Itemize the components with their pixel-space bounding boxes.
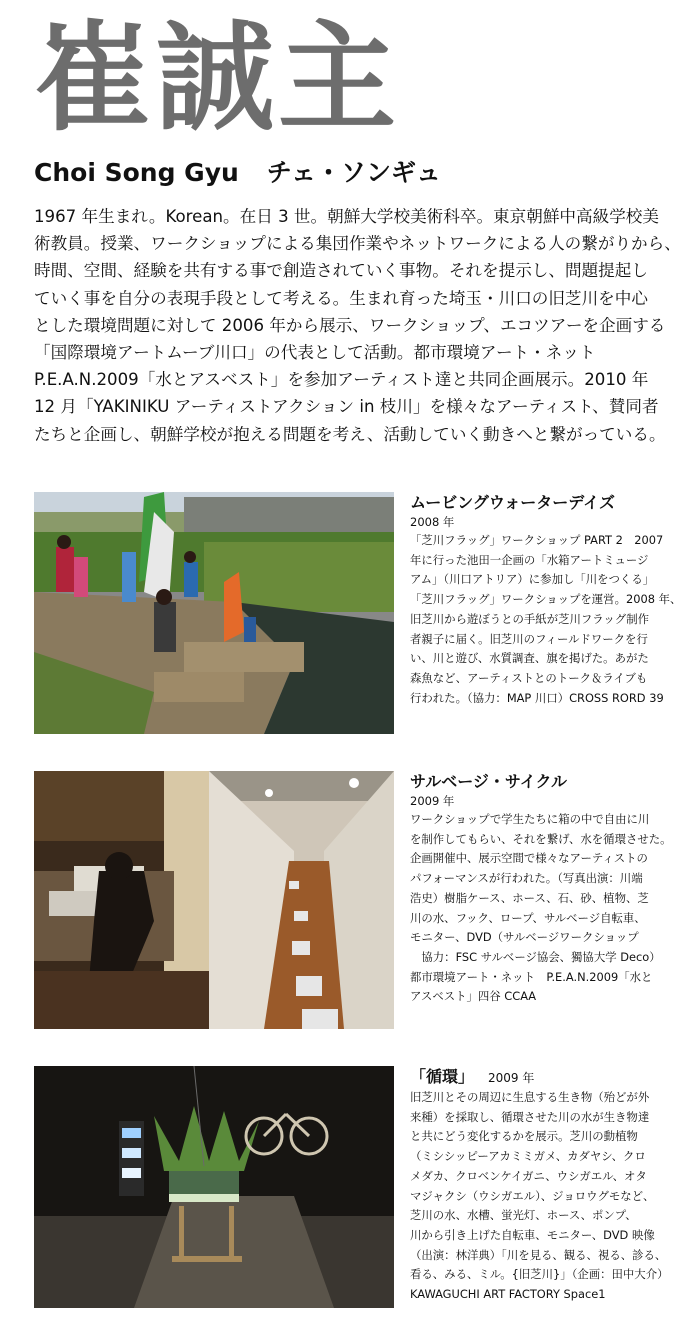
bio-line: たちと企画し、朝鮮学校が抱える問題を考え、活動していく動きへと繋がっている。: [34, 424, 666, 444]
artist-name-line: [34, 150, 441, 196]
desc-line: 森魚など、アーティストとのトーク＆ライブも: [410, 670, 648, 685]
bio-line: 術教員。授業、ワークショップによる集団作業やネットワークによる人の繋がりから、: [34, 234, 681, 254]
work-description: [410, 1088, 690, 1305]
work-year: 2008 年: [410, 515, 455, 529]
desc-line: 「芝川フラッグ」ワークショップ PART 2 2007: [410, 533, 664, 547]
artist-roman-name: Choi Song Gyu: [34, 158, 239, 187]
desc-line: 行われた。（協力：MAP 川口）CROSS RORD 39: [410, 690, 664, 705]
artist-kanji-name: 崔誠主: [34, 9, 401, 147]
desc-line: 企画開催中、展示空間で様々なアーティストの: [410, 851, 648, 866]
desc-line: い、川と遊び、水質調査、旗を掲げた。あがた: [410, 651, 649, 666]
desc-line: 都市環境アート・ネット P.E.A.N.2009「水と: [410, 969, 653, 984]
artist-katakana-name: チェ・ソンギュ: [266, 158, 442, 187]
work-junkan: [410, 1066, 690, 1305]
desc-line: 者親子に届く。旧芝川のフィールドワークを行: [410, 631, 648, 646]
work-title: サルベージ・サイクル: [410, 772, 567, 791]
desc-line: 看る、みる、ミル。{旧芝川}」（企画：田中大介）: [410, 1267, 669, 1282]
work-year: 2009 年: [488, 1071, 535, 1085]
bio-line: 「国際環境アートムーブ川口」の代表として活動。都市環境アート・ネット: [34, 343, 596, 363]
desc-line: 浩史）樹脂ケース、ホース、石、砂、植物、芝: [410, 890, 649, 905]
artist-biography: [34, 203, 684, 448]
desc-line: モニター、DVD（サルベージワークショップ: [410, 930, 639, 945]
desc-line: （出演：林洋典）「川を見る、観る、視る、診る、: [410, 1247, 667, 1262]
work-description: [410, 810, 690, 1007]
photo-junkan: [34, 1066, 394, 1308]
bio-line: P.E.A.N.2009「水とアスベスト」を参加アーティスト達と共同企画展示。2010 年: [34, 370, 649, 390]
photo-moving-water-days: [34, 492, 394, 734]
work-salvage-cycle: [410, 771, 690, 1007]
work-title: ムービングウォーターデイズ: [410, 493, 615, 512]
desc-line: ワークショップで学生たちに箱の中で自由に川: [410, 812, 650, 826]
bio-line: とした環境問題に対して 2006 年から展示、ワークショップ、エコツアーを企画する: [34, 315, 666, 335]
work-title: 「循環」: [410, 1067, 475, 1086]
desc-line: KAWAGUCHI ART FACTORY Space1: [410, 1287, 606, 1302]
desc-line: 協力：FSC サルベージ協会、獨協大学 Deco）: [410, 949, 661, 964]
desc-line: 芝川の水、水槽、蛍光灯、ホース、ポンプ、: [410, 1208, 637, 1223]
desc-line: 川から引き上げた自転車、モニター、DVD 映像: [410, 1227, 655, 1242]
desc-line: 年に行った池田一企画の「水箱アートミュージ: [410, 552, 649, 567]
desc-line: 川の水、フック、ロープ、サルベージ自転車、: [410, 910, 646, 925]
desc-line: マジャクシ（ウシガエル）、ジョロウグモなど、: [410, 1188, 655, 1203]
desc-line: 「芝川フラッグ」ワークショップを運営。2008 年、: [410, 592, 682, 607]
work-year: 2009 年: [410, 794, 455, 808]
bio-line: 12 月「YAKINIKU アーティストアクション in 枝川」を様々なアーティスト、賛同者: [34, 397, 659, 417]
desc-line: アスベスト」四谷 CCAA: [410, 989, 537, 1004]
desc-line: （ミシシッピーアカミミガメ、カダヤシ、クロ: [410, 1149, 646, 1164]
desc-line: パフォーマンスが行われた。（写真出演：川端: [410, 871, 643, 886]
work-description: [410, 531, 690, 708]
desc-line: 旧芝川から遊ぼうとの手紙が芝川フラッグ制作: [410, 611, 649, 626]
photo-salvage-cycle: [34, 771, 394, 1029]
bio-line: 時間、空間、経験を共有する事で創造されていく事物。それを提示し、問題提起し: [34, 261, 648, 281]
desc-line: と共にどう変化するかを展示。芝川の動植物: [410, 1129, 638, 1144]
desc-line: を制作してもらい、それを繋げ、水を循環させた。: [410, 831, 672, 846]
bio-line: ていく事を自分の表現手段として考える。生まれ育った埼玉・川口の旧芝川を中心: [34, 288, 648, 308]
work-moving-water-days: [410, 492, 690, 708]
desc-line: メダカ、クロベンケイガニ、ウシガエル、オタ: [410, 1168, 647, 1183]
desc-line: アム」（川口アトリア）に参加し「川をつくる」: [410, 572, 655, 587]
desc-line: 旧芝川とその周辺に生息する生き物（殆どが外: [410, 1090, 650, 1104]
desc-line: 来種）を採取し、循環させた川の水が生き物達: [410, 1109, 650, 1124]
bio-line: 1967 年生まれ。Korean。在日 3 世。朝鮮大学校美術科卒。東京朝鮮中高級学校美: [34, 207, 659, 226]
